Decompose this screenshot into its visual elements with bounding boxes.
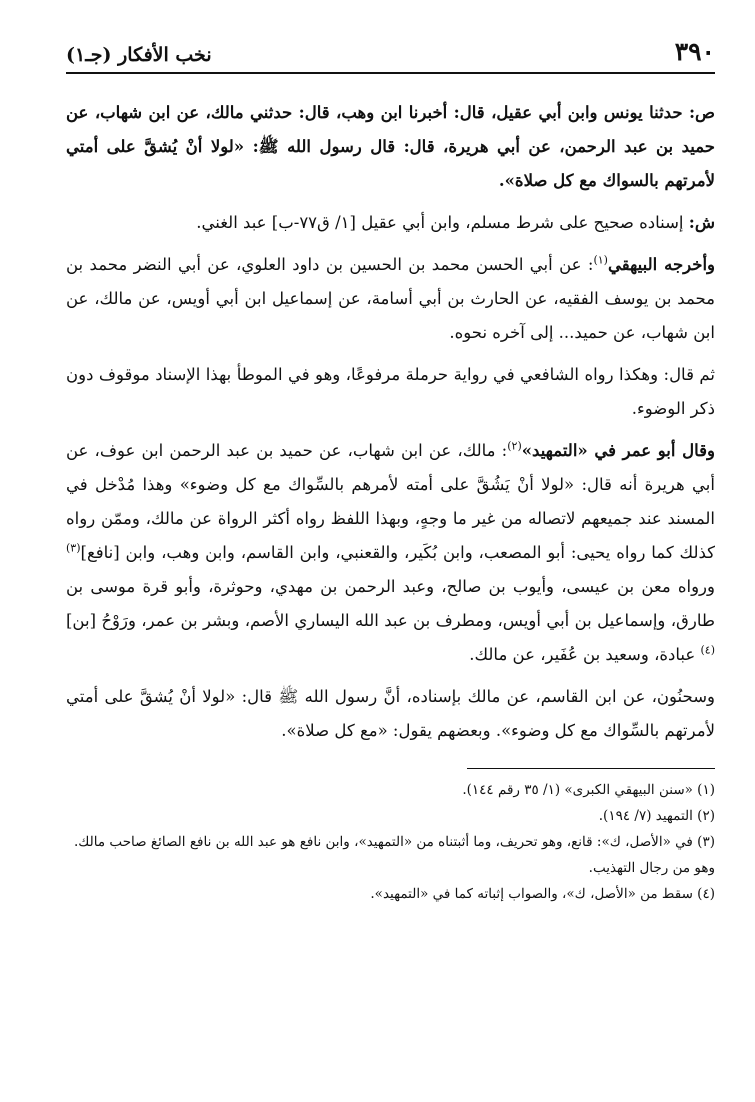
footnote-ref: (٢): [507, 439, 522, 453]
main-text: [66, 96, 715, 748]
paragraph-sahnun: [66, 680, 715, 748]
paragraph-content: : مالك، عن ابن شهاب، عن حميد بن عبد الرحمن ابن عوف، عن أبي هريرة أنه قال: «لولا أنْ يَشُقَّ على أمته لأمرهم بالسِّواك مع كل وضوء» وهذا مُدْخل في المسند عند جميعهم لاتصاله من غير ما وجهٍ، وبهذا اللفظ رواه أكثر الرواة عن مالك، وممّن رواه كذلك كما رواه يحيى: أبو المصعب، وابن بُكَير، والقعنبي، وابن القاسم، وابن وهب، وابن [نافع]: [66, 441, 715, 562]
footnote-ref: (١): [593, 253, 608, 267]
page-header: [66, 26, 715, 74]
book-title: نخب الأفكار (جـ١): [66, 44, 212, 66]
footnotes: [66, 777, 715, 907]
footnote-divider: [467, 768, 715, 769]
paragraph-content: وسحنُون، عن ابن القاسم، عن مالك بإسناده، أنَّ رسول الله ﷺ قال: «لولا أنْ يُشقَّ على أمتي لأمرتهم بالسِّواك مع كل وضوء». وبعضهم يقول: «مع كل صلاة».: [66, 687, 715, 740]
paragraph-tamhid: [66, 434, 715, 672]
footnote-ref: (٤): [700, 643, 715, 657]
paragraph-label: ص:: [688, 103, 716, 122]
paragraph-content: ورواه معن بن عيسى، وأيوب بن صالح، وعبد الرحمن بن مهدي، وحوثرة، وأبو قرة موسى بن طارق، وإسماعيل بن أبي أويس، ومطرف بن عبد الله اليساري الأصم، وبشر بن عمر، ورَوْحُ [بن]: [66, 577, 715, 630]
paragraph-label: وأخرجه البيهقي: [607, 255, 716, 274]
paragraph-content: ثم قال: وهكذا رواه الشافعي في رواية حرملة مرفوعًا، وهو في الموطأ بهذا الإسناد موقوف دون ذكر الوضوء.: [66, 365, 715, 418]
paragraph-content: عبادة، وسعيد بن عُفَير، عن مالك.: [469, 645, 701, 664]
paragraph-text-sad: [66, 96, 715, 198]
page-number: ٣٩٠: [674, 37, 715, 66]
footnote: (٤) سقط من «الأصل، ك»، والصواب إثباته كما في «التمهيد».: [370, 886, 715, 902]
paragraph-shafii: [66, 358, 715, 426]
footnote: (٢) التمهيد (٧/ ١٩٤).: [598, 808, 715, 824]
footnote: (٣) في «الأصل، ك»: قانع، وهو تحريف، وما أثبتناه من «التمهيد»، وابن نافع هو عبد الله بن نافع الصائغ صاحب مالك. وهو من رجال التهذيب.: [74, 834, 715, 876]
footnote: (١) «سنن البيهقي الكبرى» (١/ ٣٥ رقم ١٤٤).: [462, 782, 715, 798]
paragraph-content: : عن أبي الحسن محمد بن الحسين بن داود العلوي، عن أبي النضر محمد بن محمد بن يوسف الفقيه، عن الحارث بن أبي أسامة، عن إسماعيل ابن أبي أويس، عن مالك، عن ابن شهاب، عن حميد... إلى آخره نحوه.: [66, 255, 715, 342]
paragraph-label: ش:: [688, 213, 715, 232]
paragraph-content: إسناده صحيح على شرط مسلم، وابن أبي عقيل [١/ ق٧٧-ب] عبد الغني.: [196, 213, 684, 232]
footnote-ref: (٣): [66, 541, 81, 555]
book-page: [66, 26, 715, 907]
paragraph-content: حدثنا يونس وابن أبي عقيل، قال: أخبرنا ابن وهب، قال: حدثني مالك، عن ابن شهاب، عن حميد بن عبد الرحمن، عن أبي هريرة، قال: قال رسول الله ﷺ: «لولا أنْ يُشقَّ على أمتي لأمرتهم بالسواك مع كل صلاة».: [66, 103, 715, 190]
paragraph-label: وقال أبو عمر في «التمهيد»: [521, 441, 715, 460]
paragraph-commentary-shin: [66, 206, 715, 240]
paragraph-bayhaqi: [66, 248, 715, 350]
